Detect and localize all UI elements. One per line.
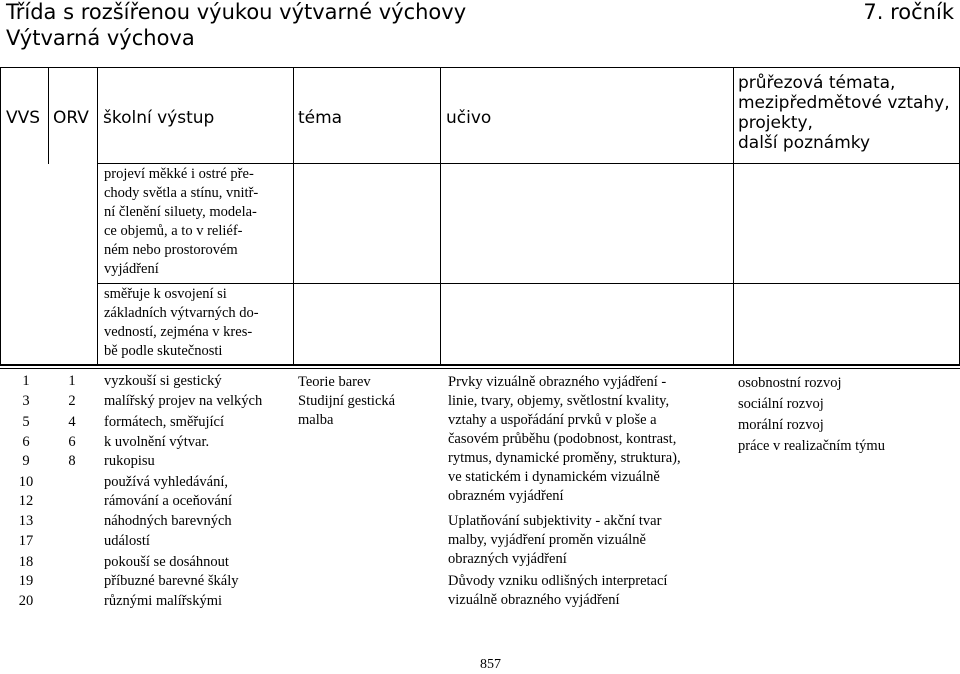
header-orv: ORV xyxy=(53,108,89,128)
header-skolni-vystup: školní výstup xyxy=(103,108,215,128)
row-outcome-text: používá vyhledávání, xyxy=(104,474,229,490)
outcome-line: ní členění siluety, modela- xyxy=(104,204,257,220)
row-outcome-text: pokouší se dosáhnout xyxy=(104,554,229,570)
col-divider-ucivo xyxy=(733,67,734,364)
outcome-light-shadow xyxy=(104,165,258,279)
ucivo-line: vztahy a uspořádání prvků v ploše a xyxy=(448,412,657,428)
ucivo-line: vizuálně obrazného vyjádření xyxy=(448,592,620,608)
row-vvs-number: 12 xyxy=(18,493,34,509)
row-vvs-number: 1 xyxy=(22,373,30,389)
outcome-line: ce objemů, a to v reliéf- xyxy=(104,223,243,239)
ucivo-line: Prvky vizuálně obrazného vyjádření - xyxy=(448,374,667,390)
ucivo-block-1 xyxy=(448,373,681,506)
cross-topic-item: sociální rozvoj xyxy=(738,396,824,412)
table-left-border xyxy=(0,67,1,364)
outcome-line: projeví měkké i ostré pře- xyxy=(104,166,254,182)
table-separator-second xyxy=(0,368,960,369)
cross-topic-item: osobnostní rozvoj xyxy=(738,375,842,391)
tema-text xyxy=(298,373,395,430)
subject-title: Výtvarná výchova xyxy=(6,26,195,50)
row-outcome-text: malířský projev na velkých xyxy=(104,393,263,409)
outcome-line: ném nebo prostorovém xyxy=(104,242,238,258)
ucivo-line: linie, tvary, objemy, světlostní kvality, xyxy=(448,393,670,409)
tema-line: Studijní gestická xyxy=(298,393,396,409)
row-vvs-number: 3 xyxy=(22,393,30,409)
row-vvs-number: 10 xyxy=(18,474,34,490)
row-vvs-number: 19 xyxy=(18,573,34,589)
row-outcome-text: formátech, směřující xyxy=(104,414,224,430)
header-ucivo: učivo xyxy=(446,108,492,128)
page-number: 857 xyxy=(480,657,501,672)
ucivo-line: obrazném vyjádření xyxy=(448,488,564,504)
outcome-line: směřuje k osvojení si xyxy=(104,286,227,302)
ucivo-block-2 xyxy=(448,512,661,569)
cross-topic-item: práce v realizačním týmu xyxy=(738,438,885,454)
row-outcome-text: rámování a oceňování xyxy=(104,493,233,509)
col-divider-vvs xyxy=(48,67,49,164)
row-outcome-text: událostí xyxy=(104,533,150,549)
header-bottom-border xyxy=(97,163,960,164)
row-vvs-number: 18 xyxy=(18,554,34,570)
row-orv-number: 2 xyxy=(68,393,76,409)
header-cross-line-3: projekty, xyxy=(738,113,813,133)
ucivo-line: Uplatňování subjektivity - akční tvar xyxy=(448,513,662,529)
header-cross-topics xyxy=(738,73,950,153)
outcome-line: vyjádření xyxy=(104,261,159,277)
ucivo-line: rytmus, dynamické proměny, struktura), xyxy=(448,450,681,466)
col-divider-tema xyxy=(440,67,441,364)
outcome-line: základních výtvarných do- xyxy=(104,305,259,321)
outcome-line: bě podle skutečnosti xyxy=(104,343,223,359)
row-orv-number: 4 xyxy=(68,414,76,430)
grade-label: 7. ročník xyxy=(863,0,954,24)
row-orv-number: 8 xyxy=(68,453,76,469)
row-outcome-text: náhodných barevných xyxy=(104,513,232,529)
ucivo-line: časovém průběhu (podobnost, kontrast, xyxy=(448,431,677,447)
row-outcome-text: vyzkouší si gestický xyxy=(104,373,222,389)
row-vvs-number: 20 xyxy=(18,593,34,609)
row-orv-number: 1 xyxy=(68,373,76,389)
ucivo-line: Důvody vzniku odlišných interpretací xyxy=(448,573,668,589)
header-vvs: VVS xyxy=(6,108,41,128)
table-top-border xyxy=(0,67,960,68)
header-tema: téma xyxy=(298,108,343,128)
header-cross-line-2: mezipředmětové vztahy, xyxy=(738,93,950,113)
row-vvs-number: 5 xyxy=(22,414,30,430)
outcome-drawing-skills xyxy=(104,285,259,361)
ucivo-block-3 xyxy=(448,572,667,610)
ucivo-line: ve statickém i dynamickém vizuálně xyxy=(448,469,660,485)
cross-topic-item: morální rozvoj xyxy=(738,417,824,433)
row-outcome-text: příbuzné barevné škály xyxy=(104,573,239,589)
col-divider-vystup xyxy=(293,67,294,364)
tema-line: malba xyxy=(298,412,334,428)
row-orv-number: 6 xyxy=(68,434,76,450)
ucivo-line: obrazných vyjádření xyxy=(448,551,567,567)
row-vvs-number: 17 xyxy=(18,533,34,549)
row-outcome-text: k uvolnění výtvar. xyxy=(104,434,210,450)
header-cross-line-4: další poznámky xyxy=(738,133,871,153)
table-separator xyxy=(0,364,960,366)
col-divider-orv xyxy=(97,67,98,364)
row-vvs-number: 13 xyxy=(18,513,34,529)
header-cross-line-1: průřezová témata, xyxy=(738,73,896,93)
row-outcome-text: různými malířskými xyxy=(104,593,222,609)
cross-topics-list xyxy=(738,373,885,457)
outcome-line: vedností, zejména v kres- xyxy=(104,324,253,340)
tema-line: Teorie barev xyxy=(298,374,371,390)
row-vvs-number: 9 xyxy=(22,453,30,469)
row-outcome-text: rukopisu xyxy=(104,453,155,469)
row-divider-outcomes xyxy=(97,283,960,284)
row-vvs-number: 6 xyxy=(22,434,30,450)
ucivo-line: malby, vyjádření proměn vizuálně xyxy=(448,532,646,548)
page-title: Třída s rozšířenou výukou výtvarné výchovy xyxy=(6,0,467,24)
outcome-line: chody světla a stínu, vnitř- xyxy=(104,185,259,201)
